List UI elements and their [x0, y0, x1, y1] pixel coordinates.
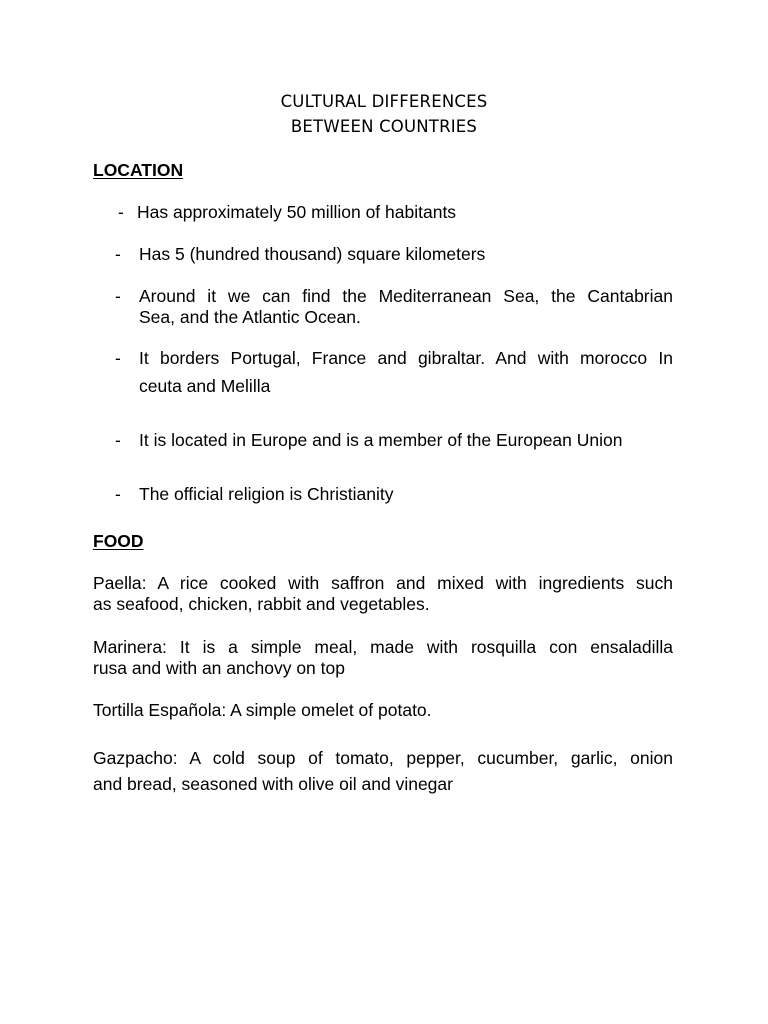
marinera-line-2: rusa and with an anchovy on top	[93, 658, 345, 678]
bullet-dash: -	[115, 348, 121, 368]
location-item-text-line-2: ceuta and Melilla	[139, 376, 271, 396]
marinera-line-1: Marinera: It is a simple meal, made with rosquilla con ensaladilla	[93, 637, 673, 657]
bullet-dash: -	[115, 484, 121, 504]
food-heading: FOOD	[93, 531, 144, 551]
location-item-text: Has approximately 50 million of habitants	[137, 202, 457, 222]
location-item-text-line-2: Sea, and the Atlantic Ocean.	[139, 307, 361, 327]
location-item-text: It is located in Europe and is a member of the European Union	[139, 430, 623, 450]
bullet-dash: -	[115, 430, 121, 450]
tortilla-paragraph: Tortilla Española: A simple omelet of potato.	[93, 700, 432, 720]
location-item-4-cont	[139, 376, 679, 397]
bullet-dash: -	[115, 244, 121, 264]
location-item-text: Has 5 (hundred thousand) square kilometers	[139, 244, 486, 264]
gazpacho-line-1: Gazpacho: A cold soup of tomato, pepper, cucumber, garlic, onion	[93, 748, 673, 768]
document-title	[0, 89, 768, 139]
paella-line-1: Paella: A rice cooked with saffron and mixed with ingredients such	[93, 573, 673, 593]
location-item-text: The official religion is Christianity	[139, 484, 394, 504]
location-item-text-line-1: Around it we can find the Mediterranean Sea, the Cantabrian	[139, 286, 673, 306]
title-line-1: CULTURAL DIFFERENCES	[280, 92, 488, 111]
gazpacho-line-2: and bread, seasoned with olive oil and vinegar	[93, 774, 453, 794]
bullet-dash: -	[115, 286, 121, 306]
location-item-text-line-1: It borders Portugal, France and gibraltar. And with morocco In	[139, 348, 673, 368]
location-item-3-cont	[139, 307, 679, 328]
title-line-2: BETWEEN COUNTRIES	[290, 117, 478, 136]
bullet-dash: -	[118, 202, 124, 222]
paella-line-2: as seafood, chicken, rabbit and vegetables.	[93, 594, 430, 614]
location-heading: LOCATION	[93, 160, 184, 180]
